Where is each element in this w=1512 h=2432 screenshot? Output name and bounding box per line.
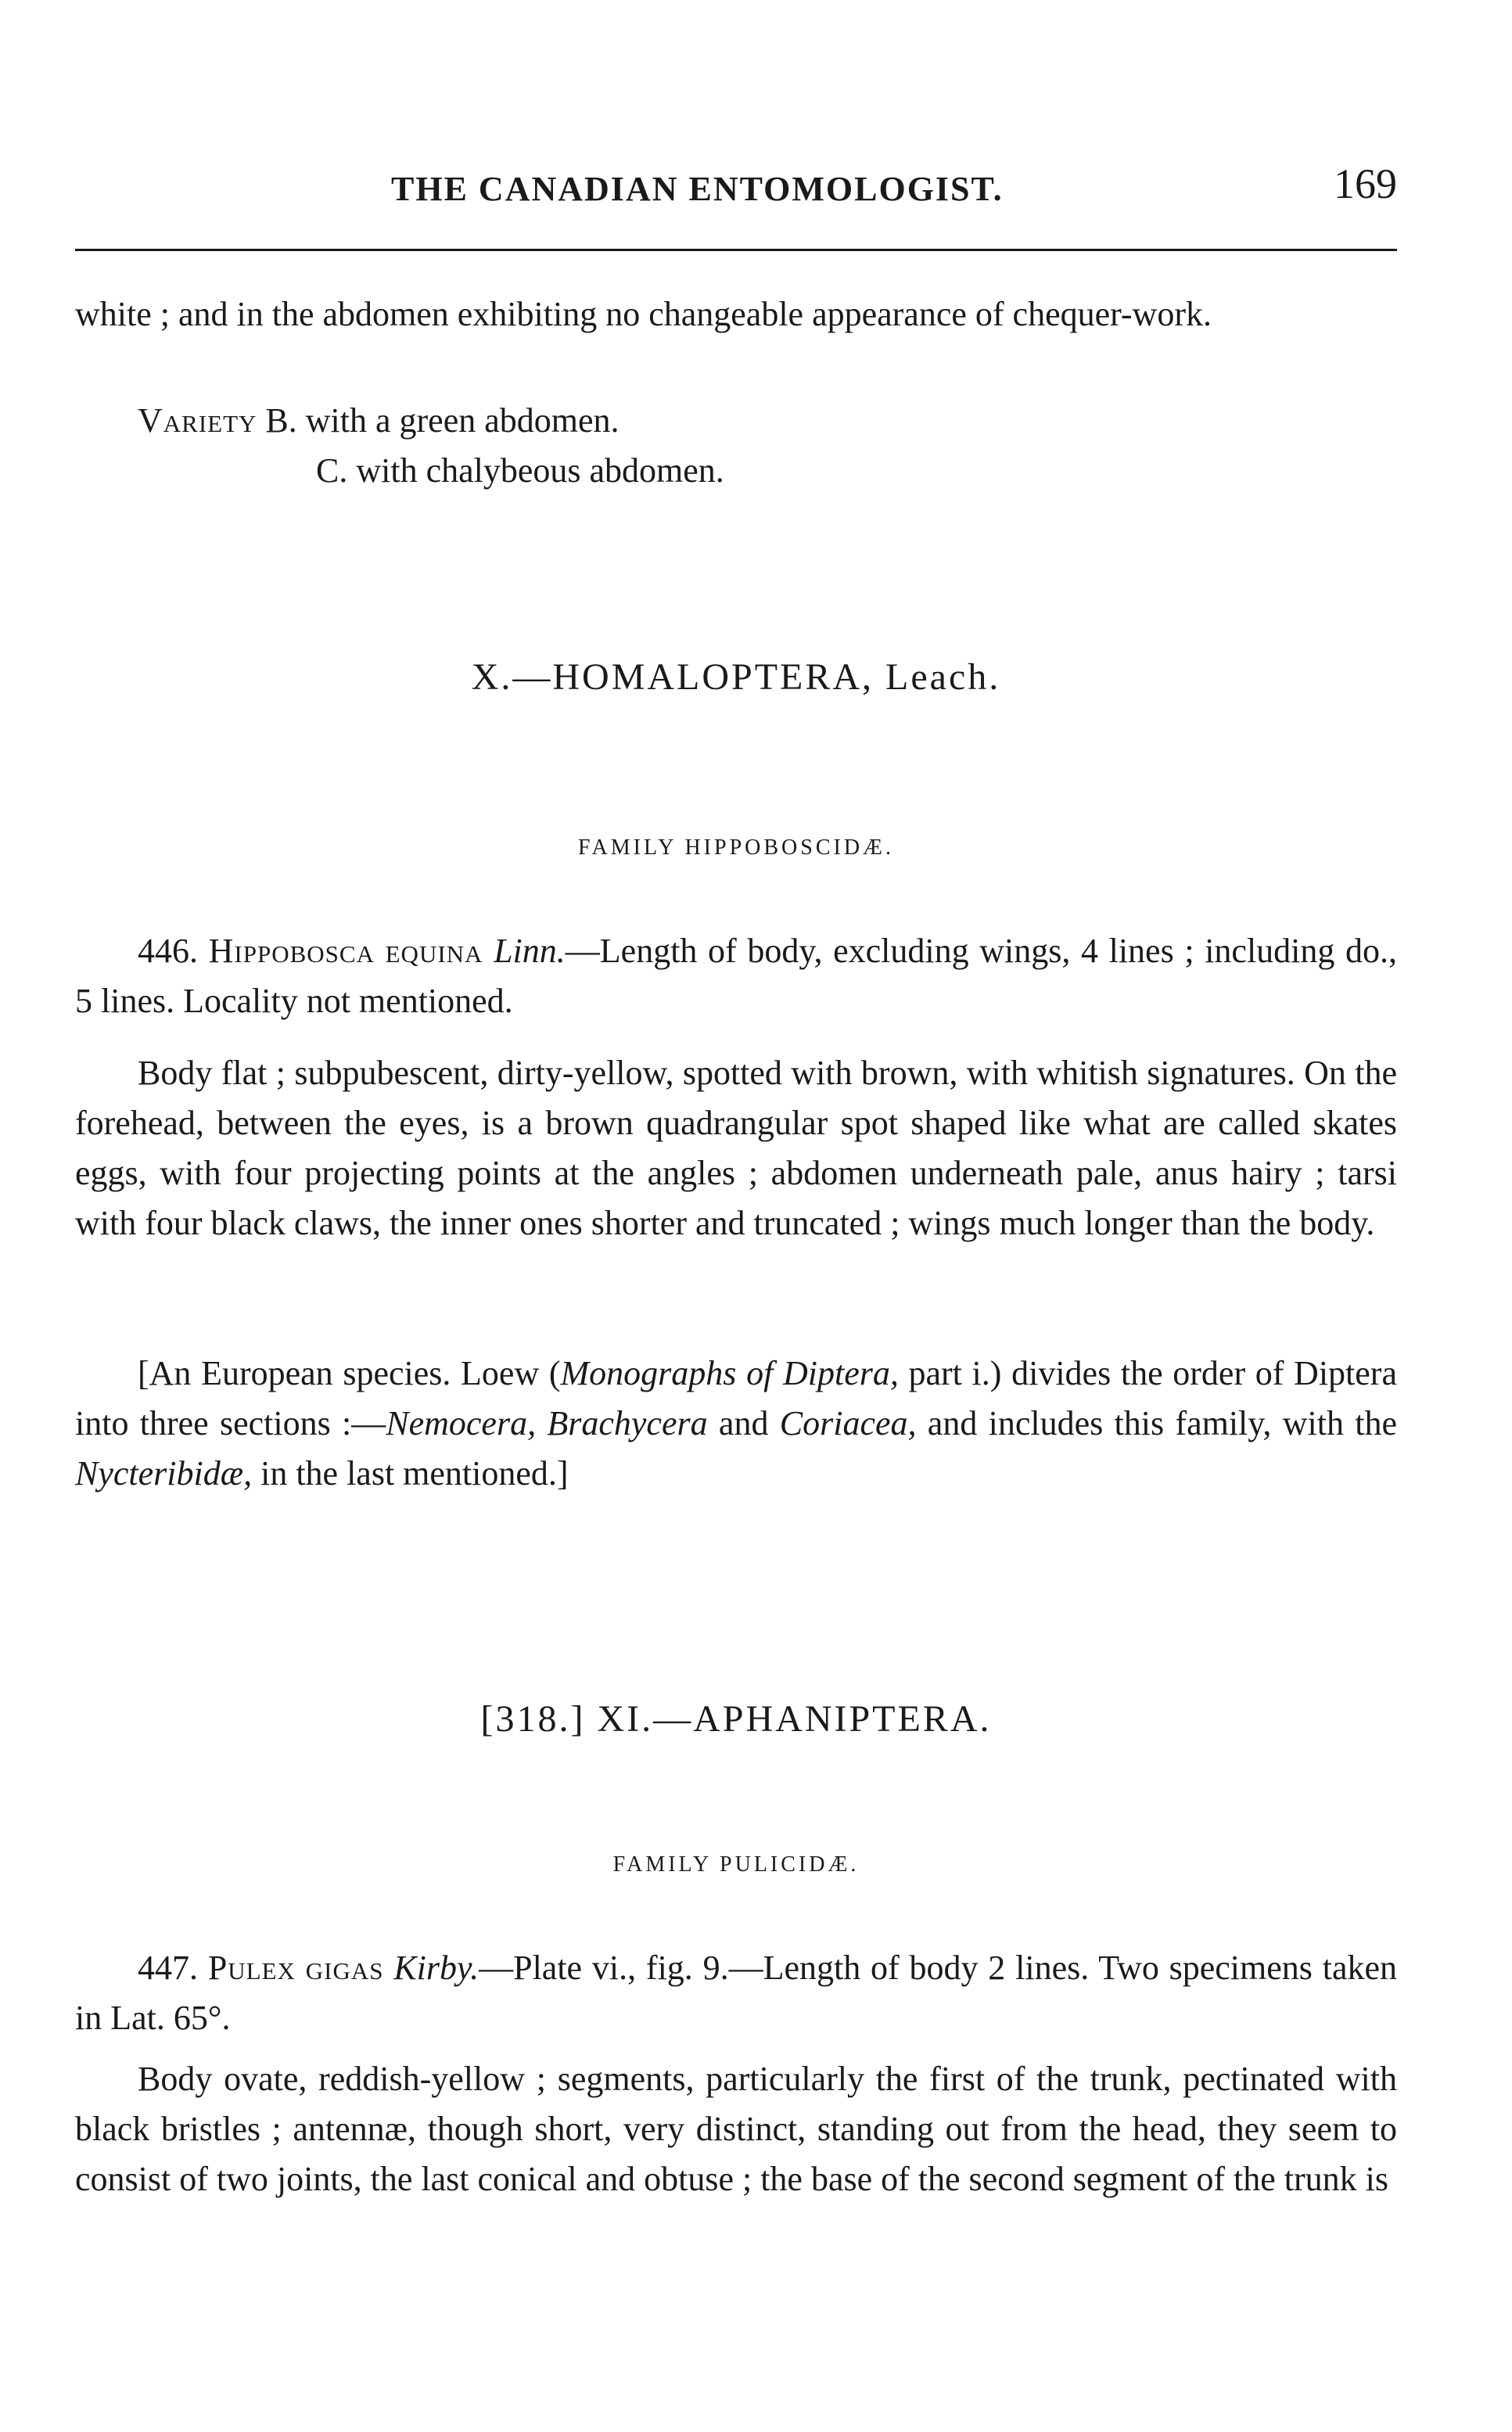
note-text: part i.) divides the order of Diptera into three sections :— — [75, 1354, 1397, 1442]
genus-name: Pulex — [207, 1949, 296, 1987]
note-text: and includes this family, with the — [916, 1404, 1397, 1442]
genus-name: Hippobosca — [208, 932, 375, 970]
note-italic: Nycteribidæ, — [75, 1454, 253, 1493]
order-heading-homaloptera: X.—HOMALOPTERA, Leach. — [471, 656, 1001, 698]
note-italic: Coriacea, — [779, 1404, 917, 1442]
page-number: 169 — [1334, 160, 1397, 207]
page-header — [75, 160, 1397, 224]
family-heading-pulicidae: FAMILY PULICIDÆ. — [612, 1852, 860, 1877]
species-name: gigas — [305, 1949, 384, 1987]
species-number: 446. — [138, 932, 198, 970]
variety-b-line — [138, 396, 620, 446]
species-447-body-paragraph: Body ovate, reddish-yellow ; segments, particularly the first of the trunk, pectinated with black bristles ; antennæ, though short, very distinct, standing out from the head, they seem to consist of two joints, the last conical and obtuse ; the base of the second segment of the trunk is — [75, 2060, 1397, 2198]
family-heading-hippoboscidae: FAMILY HIPPOBOSCIDÆ. — [578, 835, 894, 860]
note-text: and — [707, 1404, 780, 1442]
header-rule — [75, 249, 1397, 251]
note-italic: Nemocera, Brachycera — [386, 1404, 708, 1442]
variety-b-text: B. with a green abdomen. — [265, 401, 620, 440]
authority: Kirby. — [393, 1949, 479, 1987]
species-number: 447. — [138, 1949, 198, 1987]
note-italic: Monographs of Diptera, — [560, 1354, 899, 1392]
running-title: THE CANADIAN ENTOMOLOGIST. — [391, 170, 1004, 208]
variety-label: Variety — [138, 401, 257, 440]
authority: Linn. — [494, 932, 566, 970]
species-description: —Length of body, excluding wings, 4 lines ; including do., 5 lines. Locality not mentioned. — [75, 932, 1398, 1020]
note-text: in the last mentioned.] — [252, 1454, 569, 1493]
variety-c-line: C. with chalybeous abdomen. — [316, 451, 724, 490]
opening-paragraph: white ; and in the abdomen exhibiting no changeable appearance of chequer-work. — [75, 295, 1212, 333]
species-446-note — [75, 1349, 1397, 1499]
species-name: equina — [385, 932, 483, 970]
species-446-entry — [75, 926, 1397, 1026]
order-heading-aphaniptera: [318.] XI.—APHANIPTERA. — [480, 1698, 992, 1740]
note-text: [An European species. Loew ( — [138, 1354, 561, 1392]
species-446-body-paragraph: Body flat ; subpubescent, dirty-yellow, spotted with brown, with whitish signatures. On the forehead, between the eyes, is a brown quadrangular spot shaped like what are called skates eggs, with four projecting points at the angles ; abdomen underneath pale, anus hairy ; tarsi with four black claws, the inner ones shorter and truncated ; wings much longer than the body. — [75, 1054, 1397, 1242]
species-447-entry — [75, 1943, 1397, 2043]
species-description: —Plate vi., fig. 9.—Length of body 2 lines. Two specimens taken in Lat. 65°. — [75, 1949, 1397, 2037]
